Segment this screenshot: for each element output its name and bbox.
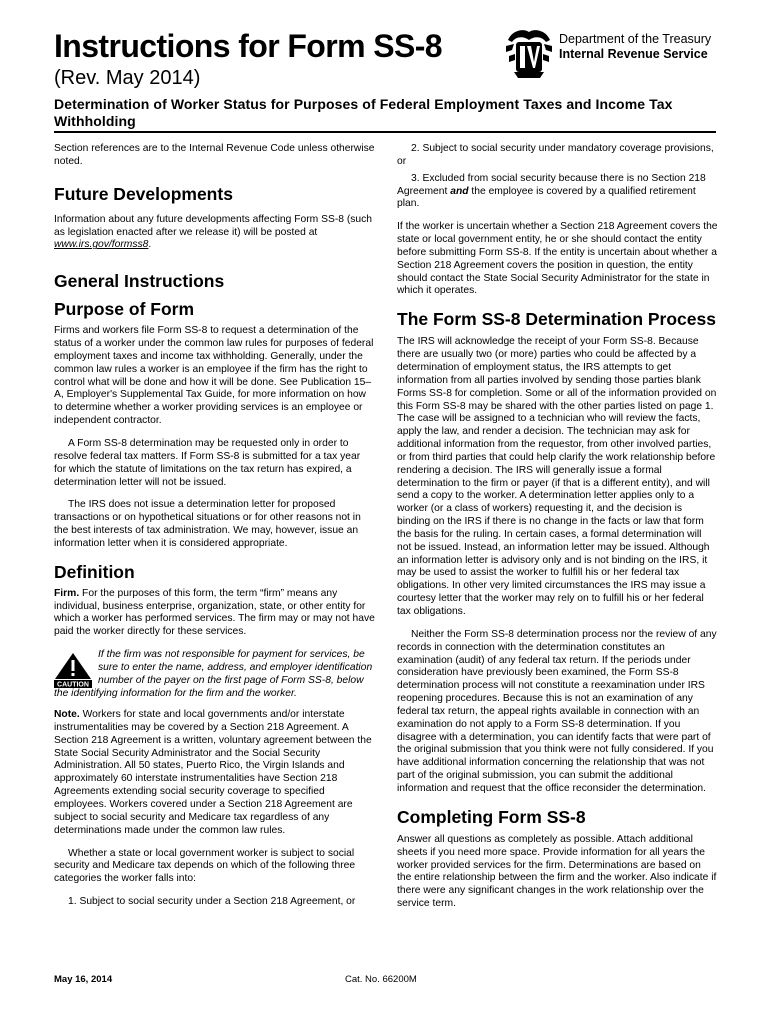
agency-block <box>559 32 711 62</box>
category-item-1: 1. Subject to social security under a Section 218 Agreement, or <box>68 896 356 908</box>
note-text: Workers for state and local governments and/or interstate instrumentalities may be covered by a Section 218 Agreement. A Section 218 Agreement is a written, voluntary agreement between the State Social Security Administrator and the Social Security Administration. All 50 states, Puerto Rico, the Virgin Islands and approximately 60 interstate instrumentalities have Section 218 Agreements extending social security coverage to specified employees. Workers covered under a Section 218 Agreement are subject to social security and Medicare tax regardless of any determinations made under the common law rules. <box>54 709 372 836</box>
revision-date: (Rev. May 2014) <box>54 67 201 89</box>
caution-icon <box>54 652 92 688</box>
category-item-2: 2. Subject to social security under mandatory coverage provisions, or <box>397 143 714 167</box>
category-item-3 <box>397 173 718 212</box>
note-paragraph <box>54 709 375 837</box>
completing-form-heading: Completing Form SS-8 <box>397 806 586 827</box>
agency-service: Internal Revenue Service <box>559 47 708 61</box>
process-paragraph-1: The IRS will acknowledge the receipt of your Form SS-8. Because there are usually two (or more) parties who could be affected by a determination of employment status, the IRS attempts to get information from all parties involved by sending those parties blank Forms SS-8 for completion. Some or all of the information provided on this Form SS-8 may be shared with the other parties listed on page 1. The case will be assigned to a technician who will review the facts, apply the law, and render a decision. The technician may ask for additional information from the requestor, from other involved parties, or from third parties that could help clarify the work relationship before rendering a decision. The IRS will generally issue a formal determination to the firm or payer (if that is a different entity), and will send a copy to the worker. A determination letter applies only to a worker (or a class of workers) requesting it, and the decision is binding on the IRS if there is no change in the facts or law that form the basis for the ruling. In certain cases, a formal determination will not be issued. Instead, an information letter may be issued. Although an information letter is advisory only and is not binding on the IRS, it may be used to assist the worker to fulfill his or her federal tax obligations. In other very limited circumstances the IRS may issue a courtesy letter that the worker may rely on to fulfill his or her federal tax obligations. <box>397 336 717 617</box>
uncertain-paragraph: If the worker is uncertain whether a Section 218 Agreement covers the state or local government entity, he or she should contact the entity before submitting Form SS-8. If the entity is uncertain about whether a Section 218 Agreement covers the position in question, the entity should contact the State Social Security Administrator for the state in which it operates. <box>397 221 718 297</box>
note-label: Note. <box>54 709 80 721</box>
future-text: Information about any future developments affecting Form SS-8 (such as legislation enacted after we release it) will be posted at <box>54 213 373 238</box>
future-developments-paragraph <box>54 214 375 253</box>
irs-formss8-link[interactable]: www.irs.gov/formss8 <box>54 239 149 251</box>
agency-department: Department of the Treasury <box>559 32 712 46</box>
caution-label: CAUTION <box>57 681 89 689</box>
firm-label: Firm. <box>54 587 80 599</box>
item-3-and: and <box>450 185 469 197</box>
determination-process-heading: The Form SS-8 Determination Process <box>397 309 716 330</box>
purpose-paragraph-2: A Form SS-8 determination may be requested only in order to resolve federal tax matters. If Form SS-8 is submitted for a tax year for which the statute of limitations on the tax return has expired, a determination letter will not be issued. <box>54 437 361 488</box>
general-instructions-heading: General Instructions <box>54 271 225 292</box>
caution-text: If the firm was not responsible for payment for services, be sure to enter the name, address, and employer identification number of the payer on the first page of Form SS-8, below the identifying information for the firm and the worker. <box>54 649 373 699</box>
firm-text: For the purposes of this form, the term “firm” means any individual, business enterprise, organization, state, or other entity for which a worker has performed services. The firm may or may not have paid the worker directly for these services. <box>54 587 375 638</box>
process-paragraph-2: Neither the Form SS-8 determination process nor the review of any records in connection with the determination constitutes an examination (audit) of any federal tax return. If the periods under consideration have previously been examined, the Form SS-8 determination process will not constitute a reexamination under IRS reopening procedures. Because this is not an examination of any federal tax return, the appeal rights available in connection with an examination do not apply to a Form SS-8 determination. If you disagree with a determination, you can identify facts that were part of the original submission that you think were not fully considered. If you have additional information concerning the relationship that was not part of the original submission, you can submit the additional information and request that the office reconsider the determination. <box>397 628 717 794</box>
left-column <box>54 143 375 919</box>
purpose-paragraph-1: Firms and workers file Form SS-8 to request a determination of the status of a worker under the common law rules for purposes of federal employment taxes and income tax withholding. Generally, under the common law rules a worker is an employee if the firm has the right to control what will be done and how it will be done. See Publication 15–A, Employer's Supplemental Tax Guide, for more information on how to determine whether a worker providing services is an employee or independent contractor. <box>54 325 374 427</box>
purpose-paragraph-3: The IRS does not issue a determination letter for proposed transactions or on hypothetical situations or for other reasons not in the best interests of tax administration. We may, however, issue an information letter when it is considered appropriate. <box>54 499 361 549</box>
item-3-text-end: the employee is covered by a qualified retirement plan. <box>397 185 696 210</box>
definition-heading: Definition <box>54 561 135 582</box>
whether-paragraph: Whether a state or local government worker is subject to social security and Medicare tax depends on which of the following three categories the worker falls into: <box>54 847 356 885</box>
intro-paragraph: Section references are to the Internal Revenue Code unless otherwise noted. <box>54 143 375 167</box>
irs-eagle-logo <box>504 26 554 80</box>
future-text-end: . <box>148 239 152 251</box>
page-title: Instructions for Form SS-8 <box>54 28 442 64</box>
purpose-of-form-heading: Purpose of Form <box>54 299 195 320</box>
caution-box <box>54 649 375 709</box>
future-developments-heading: Future Developments <box>54 183 233 204</box>
header-rule <box>54 131 716 133</box>
footer-date: May 16, 2014 <box>54 974 113 985</box>
item-3-text: 3. Excluded from social security because there is no Section 218 Agreement <box>397 172 706 197</box>
firm-definition <box>54 588 375 639</box>
catalog-number: Cat. No. 66200M <box>345 974 417 985</box>
document-subtitle: Determination of Worker Status for Purposes of Federal Employment Taxes and Income Tax Withholding <box>54 96 673 129</box>
completing-paragraph: Answer all questions as completely as possible. Attach additional sheets if you need more space. Provide information for all years the worker provided services for the firm. Determinations are based on the entire relationship between the firm and the worker. Also indicate if there were any significant changes in the work relationship over the service term. <box>397 833 717 910</box>
right-column <box>397 143 718 921</box>
